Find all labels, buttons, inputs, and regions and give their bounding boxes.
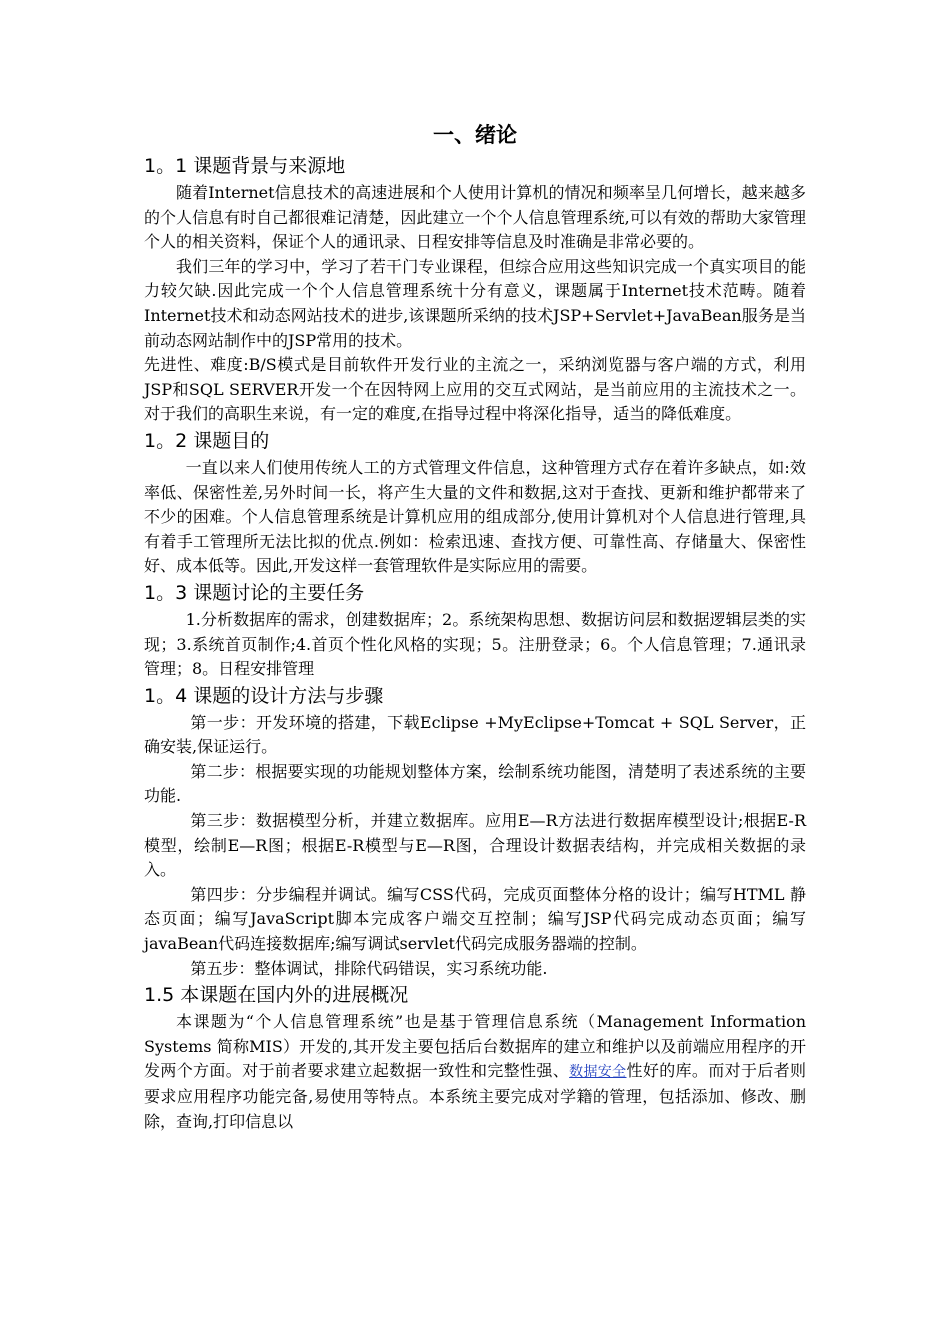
paragraph-text: 性好的库。而对于后者则要求应用程序功能完备,易使用等特点。本系统主要完成对学籍的管理，包括添加、修改、删除，查询,打印信息以	[144, 1061, 806, 1131]
step-paragraph: 第四步：分步编程并调试。编写CSS代码，完成页面整体分格的设计；编写HTML 静态页面；编写JavaScript脚本完成客户端交互控制；编写JSP代码完成动态页面；编写javaBean代码连接数据库;编写调试servlet代码完成服务器端的控制。	[144, 884, 806, 954]
section-title-1-2: 1。2 课题目的	[144, 429, 270, 452]
document-body	[144, 118, 806, 1134]
paragraph: 一直以来人们使用传统人工的方式管理文件信息，这种管理方式存在着许多缺点，如:效率低、保密性差,另外时间一长，将产生大量的文件和数据,这对于查找、更新和维护都带来了不少的困难。个人信息管理系统是计算机应用的组成部分,使用计算机对个人信息进行管理,具有着手工管理所无法比拟的优点.例如：检索迅速、查找方便、可靠性高、存储量大、保密性好、成本低等。因此,开发这样一套管理软件是实际应用的需要。	[144, 457, 806, 576]
paragraph-text: 本课题为“个人信息管理系统”也是基于管理信息系统（Management Information Systems 简称MIS）开发的,其开发主要包括后台数据库的建立和维护以及前端应用程序的开发两个方面。对于前者要求建立起数据一致性和完整性强、	[144, 1012, 806, 1081]
data-security-link[interactable]: 数据安全	[569, 1064, 627, 1081]
section-title-1-1: 1。1 课题背景与来源地	[144, 155, 346, 177]
section-title-1-5: 1.5 本课题在国内外的进展概况	[144, 984, 409, 1007]
section-title-1-3: 1。3 课题讨论的主要任务	[144, 581, 365, 604]
paragraph: 我们三年的学习中，学习了若干门专业课程，但综合应用这些知识完成一个真实项目的能力较欠缺.因此完成一个个人信息管理系统十分有意义，课题属于Internet技术范畴。随着Internet技术和动态网站技术的进步,该课题所采纳的技术JSP+Servlet+JavaBean服务是当前动态网站制作中的JSP常用的技术。	[144, 256, 806, 350]
step-paragraph: 第一步：开发环境的搭建，下载Eclipse +MyEclipse+Tomcat + SQL Server，正确安装,保证运行。	[144, 712, 806, 757]
paragraph: 随着Internet信息技术的高速进展和个人使用计算机的情况和频率呈几何增长，越来越多的个人信息有时自己都很难记清楚，因此建立一个个人信息管理系统,可以有效的帮助大家管理个人的相关资料，保证个人的通讯录、日程安排等信息及时准确是非常必要的。	[144, 183, 806, 252]
step-paragraph: 第五步：整体调试，排除代码错误，实习系统功能.	[190, 958, 548, 978]
chapter-title: 一、绪论	[433, 123, 517, 147]
paragraph	[144, 1010, 806, 1134]
section-title-1-4: 1。4 课题的设计方法与步骤	[144, 684, 384, 707]
step-paragraph: 第二步：根据要实现的功能规划整体方案，绘制系统功能图，清楚明了表述系统的主要功能.	[144, 761, 806, 806]
step-paragraph: 第三步：数据模型分析，并建立数据库。应用E—R方法进行数据库模型设计;根据E-R模型，绘制E—R图；根据E-R模型与E—R图，合理设计数据表结构，并完成相关数据的录入。	[144, 811, 806, 880]
paragraph: 1.分析数据库的需求，创建数据库；2。系统架构思想、数据访问层和数据逻辑层类的实现；3.系统首页制作;4.首页个性化风格的实现；5。注册登录；6。个人信息管理；7.通讯录管理；8。日程安排管理	[144, 609, 806, 679]
paragraph: 先进性、难度:B/S模式是目前软件开发行业的主流之一，采纳浏览器与客户端的方式，利用JSP和SQL SERVER开发一个在因特网上应用的交互式网站，是当前应用的主流技术之一。对于我们的高职生来说，有一定的难度,在指导过程中将深化指导，适当的降低难度。	[144, 355, 806, 424]
